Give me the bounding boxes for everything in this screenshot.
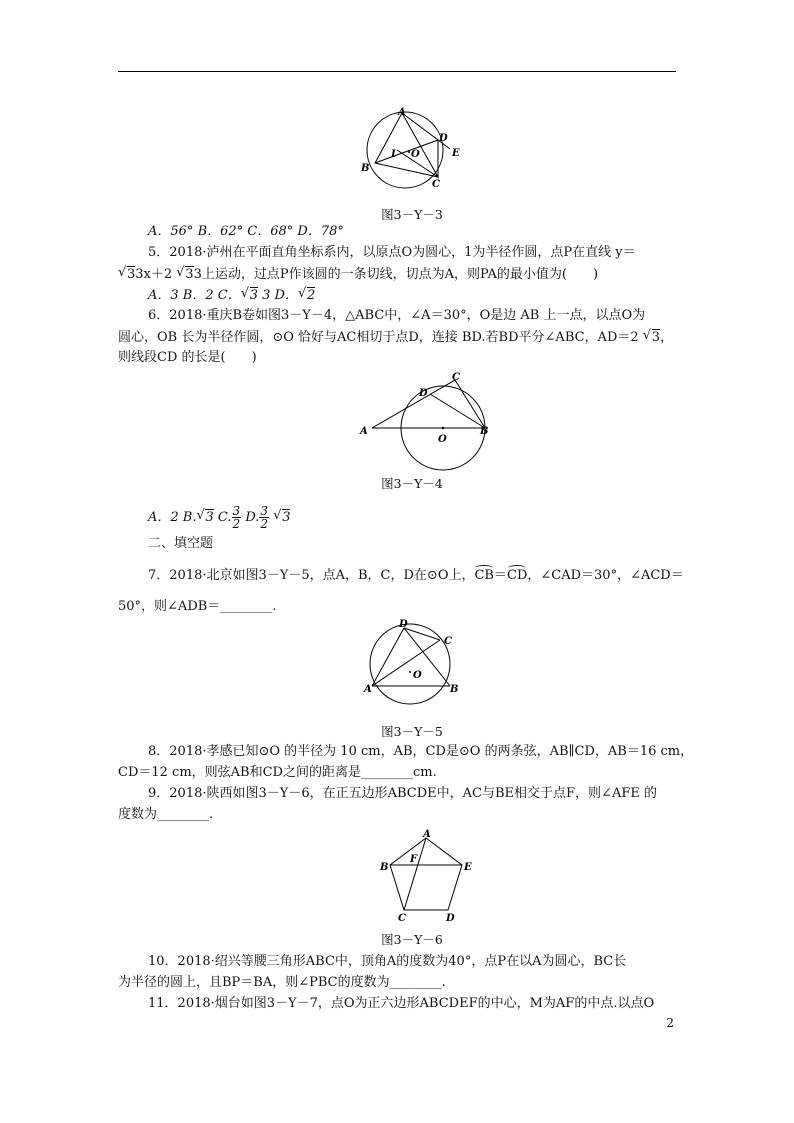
fig3-label-i: I [391, 149, 396, 160]
fig5-label-a: A [364, 684, 372, 695]
q7-line1: 7．2018·北京如图3－Y－5，点A，B，C，D在⊙O上，CB＝CD，∠CAD＝30°，∠ACD＝ [148, 568, 684, 583]
q5-line2: √ 33x＋2 √ 33上运动，过点P作该圆的一条切线，切点为A，则PA的最小值为( ) [118, 266, 598, 283]
figure-3-y-5 [362, 620, 472, 710]
figure-3-y-6 [376, 828, 476, 928]
q9-line2: 度数为________. [118, 807, 214, 822]
fig3-label-o: O [411, 149, 420, 160]
fig4-label-o: O [438, 434, 447, 445]
q8-line2: CD＝12 cm，则弦AB和CD之间的距离是________cm. [118, 765, 437, 780]
fig3-label-b: B [361, 163, 370, 174]
q4-options: A．56° B．62° C．68° D．78° [148, 224, 344, 239]
fig4-label-d: D [419, 388, 428, 399]
fig3-caption: 图3－Y－3 [381, 207, 443, 222]
fig3-label-e: E [452, 148, 460, 159]
fig3-label-a: A [398, 107, 406, 118]
fig4-label-b: B [480, 426, 489, 437]
figure-3-y-4 [360, 370, 500, 470]
fig5-label-d: D [399, 619, 408, 630]
fig5-label-c: C [444, 636, 452, 647]
q8-line1: 8．2018·孝感已知⊙O 的半径为 10 cm，AB，CD是⊙O 的两条弦，AB∥CD，AB＝16 cm， [148, 744, 694, 759]
q6-options: A．2 B.√ 3 C. $\frac{3}{2}$ D. $\frac{3}{2}$ √ 3 [148, 505, 290, 530]
page-number: 2 [666, 1016, 674, 1030]
fig6-caption: 图3－Y－6 [381, 932, 443, 947]
q10-line1: 10．2018·绍兴等腰三角形ABC中，顶角A的度数为40°，点P在以A为圆心，BC长 [148, 954, 627, 969]
fig5-label-o: O [413, 670, 422, 681]
fig4-label-c: C [452, 372, 460, 383]
q7-line2: 50°，则∠ADB＝________. [118, 599, 277, 614]
fig4-label-a: A [360, 426, 368, 437]
fig6-label-b: B [380, 862, 389, 873]
fig6-label-c: C [398, 913, 406, 924]
q11-line1: 11．2018·烟台如图3－Y－7，点O为正六边形ABCDEF的中心，M为AF的中点.以点O [148, 996, 655, 1011]
q5-line1: 5．2018·泸州在平面直角坐标系内，以原点O为圆心，1为半径作圆，点P在直线 y＝ [148, 245, 636, 260]
q6-line1: 6．2018·重庆B卷如图3－Y－4，△ABC中，∠A＝30°，O是边 AB 上一点，以点O为 [148, 308, 646, 323]
fig6-label-d: D [446, 913, 455, 924]
q9-line1: 9．2018·陕西如图3－Y－6，在正五边形ABCDE中，AC与BE相交于点F，则∠AFE 的 [148, 786, 657, 801]
fig6-label-e: E [464, 862, 472, 873]
q6-line2: 圆心，OB 长为半径作圆，⊙O 恰好与AC相切于点D，连接 BD.若BD平分∠ABC，AD＝2 √ 3， [118, 329, 673, 346]
fig5-label-b: B [450, 684, 459, 695]
q6-line3: 则线段CD 的长是( ) [118, 350, 257, 365]
q10-line2: 为半径的圆上，且BP＝BA，则∠PBC的度数为________. [118, 975, 446, 990]
fig4-caption: 图3－Y－4 [381, 476, 443, 491]
fig6-label-f: F [410, 854, 418, 865]
fig5-caption: 图3－Y－5 [381, 724, 443, 739]
figure-3-y-3 [355, 105, 475, 195]
fig3-label-d: D [439, 133, 448, 144]
section-fill-in: 二、填空题 [148, 536, 214, 551]
fig3-label-c: C [432, 179, 440, 190]
q5-options: A．3 B．2 C．√ 3 3 D．√ 2 [148, 287, 315, 304]
header-rule [118, 71, 676, 72]
fig6-label-a: A [423, 829, 431, 840]
